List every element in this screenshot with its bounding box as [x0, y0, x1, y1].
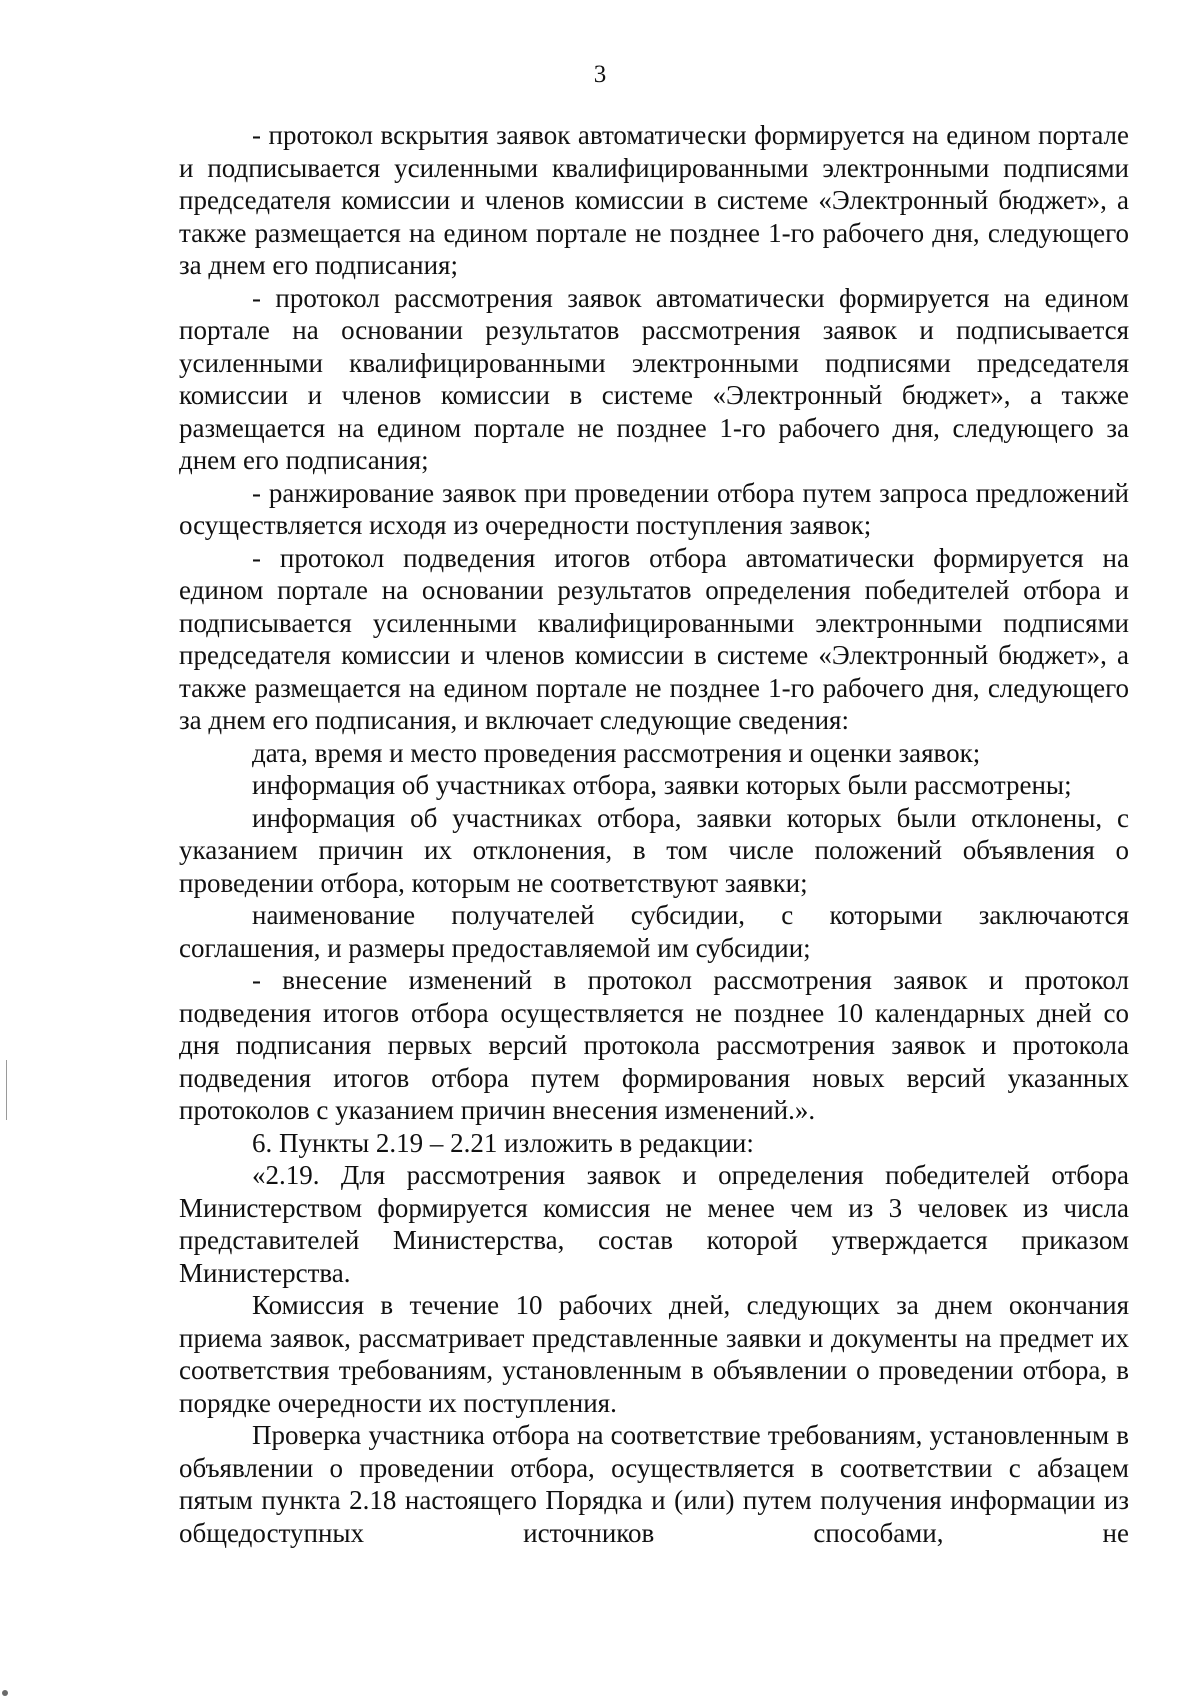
paragraph-ranking: - ранжирование заявок при проведении отбора путем запроса предложений осуществляется исходя из очередности поступления заявок;: [179, 477, 1129, 540]
scan-dot-mark: [2, 1690, 8, 1696]
paragraph-item-6: 6. Пункты 2.19 – 2.21 изложить в редакции:: [252, 1127, 754, 1158]
paragraph-reviewed-participants: информация об участниках отбора, заявки которых были рассмотрены;: [252, 770, 1072, 800]
paragraph-rejected-participants: информация об участниках отбора, заявки которых были отклонены, с указанием причин их отклонения, в том числе положений объявления о проведении отбора, которым не соответствуют заявки;: [179, 802, 1129, 898]
scan-edge-mark: [6, 1060, 7, 1120]
paragraph-protocol-changes: - внесение изменений в протокол рассмотрения заявок и протокол подведения итогов отбора осуществляется не позднее 10 календарных дней со дня подписания первых версий протокола рассмотрения заявок и протокола подведения итогов отбора путем формирования новых версий указанных протоколов с указанием причин внесения изменений.».: [179, 965, 1129, 1125]
page-number: 3: [593, 61, 607, 88]
document-body: [179, 119, 1129, 1549]
paragraph-results-protocol: - протокол подведения итогов отбора автоматически формируется на едином портале на основании результатов определения победителей отбора и подписывается усиленными квалифицированными электронными подписями председателя комиссии и членов комиссии в системе «Электронный бюджет», а также размещается на едином портале не позднее 1-го рабочего дня, следующего за днем его подписания, и включает следующие сведения:: [179, 542, 1129, 735]
paragraph-opening-protocol: - протокол вскрытия заявок автоматически формируется на едином портале и подписывается усиленными квалифицированными электронными подписями председателя комиссии и членов комиссии в системе «Электронный бюджет», а также размещается на едином портале не позднее 1-го рабочего дня, следующего за днем его подписания;: [179, 120, 1129, 280]
paragraph-2-19: «2.19. Для рассмотрения заявок и определения победителей отбора Министерством формируется комиссия не менее чем из 3 человек из числа представителей Министерства, состав которой утверждается приказом Министерства.: [179, 1160, 1129, 1288]
paragraph-commission-review: Комиссия в течение 10 рабочих дней, следующих за днем окончания приема заявок, рассматривает представленные заявки и документы на предмет их соответствия требованиям, установленным в объявлении о проведении отбора, в порядке очередности их поступления.: [179, 1290, 1129, 1418]
paragraph-date-time-place: дата, время и место проведения рассмотрения и оценки заявок;: [252, 737, 981, 768]
paragraph-review-protocol: - протокол рассмотрения заявок автоматически формируется на едином портале на основании результатов рассмотрения заявок и подписывается усиленными квалифицированными электронными подписями председателя комиссии и членов комиссии в системе «Электронный бюджет», а также размещается на едином портале не позднее 1-го рабочего дня, следующего за днем его подписания;: [179, 282, 1129, 475]
paragraph-subsidy-recipients: наименование получателей субсидии, с которыми заключаются соглашения, и размеры предоставляемой им субсидии;: [179, 900, 1129, 963]
paragraph-participant-check: Проверка участника отбора на соответствие требованиям, установленным в объявлении о проведении отбора, осуществляется в соответствии с абзацем пятым пункта 2.18 настоящего Порядка и (или) путем получения информации из общедоступных источников способами, не: [179, 1420, 1129, 1548]
